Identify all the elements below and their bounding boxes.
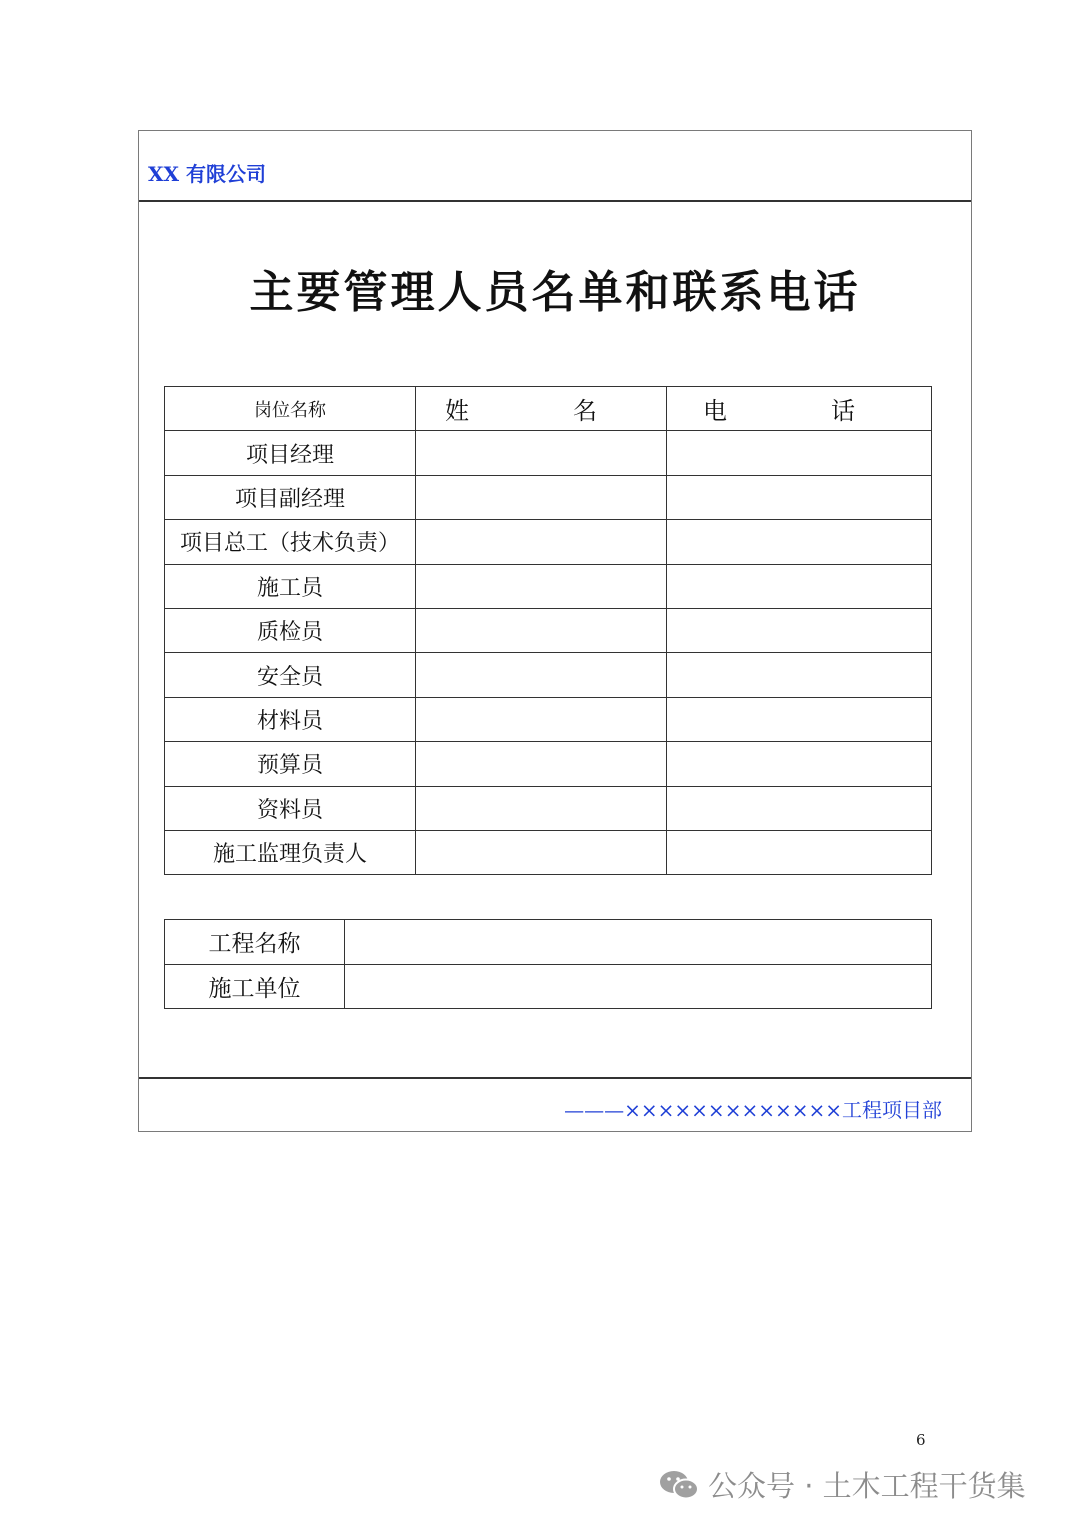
- position-cell: 资料员: [165, 786, 416, 830]
- column-header-name: 姓 名: [416, 387, 667, 431]
- project-value-cell[interactable]: [345, 920, 932, 965]
- table-row: [165, 431, 932, 475]
- table-row: [165, 520, 932, 564]
- phone-cell[interactable]: [667, 475, 932, 519]
- column-header-position: 岗位名称: [165, 387, 416, 431]
- name-cell[interactable]: [416, 608, 667, 652]
- staff-table-header: [165, 387, 932, 431]
- position-cell: 施工监理负责人: [165, 830, 416, 874]
- staff-table: [164, 386, 932, 875]
- table-row: [165, 830, 932, 874]
- header-divider: [139, 200, 971, 202]
- phone-cell[interactable]: [667, 742, 932, 786]
- table-row: [165, 786, 932, 830]
- position-cell: 材料员: [165, 697, 416, 741]
- watermark-text: 公众号 · 土木工程干货集: [708, 1469, 1026, 1503]
- name-cell[interactable]: [416, 697, 667, 741]
- position-cell: 项目经理: [165, 431, 416, 475]
- table-row: [165, 964, 932, 1009]
- table-row: [165, 742, 932, 786]
- phone-cell[interactable]: [667, 564, 932, 608]
- page-number: 6: [916, 1431, 926, 1449]
- name-cell[interactable]: [416, 653, 667, 697]
- project-label-cell: 工程名称: [165, 920, 345, 965]
- table-row: [165, 653, 932, 697]
- phone-cell[interactable]: [667, 431, 932, 475]
- watermark: [658, 1464, 1026, 1505]
- position-cell: 施工员: [165, 564, 416, 608]
- company-name: XX 有限公司: [148, 162, 266, 186]
- project-value-cell[interactable]: [345, 964, 932, 1009]
- table-row: [165, 564, 932, 608]
- name-cell[interactable]: [416, 786, 667, 830]
- position-cell: 质检员: [165, 608, 416, 652]
- footer-divider: [139, 1077, 971, 1079]
- position-cell: 项目副经理: [165, 475, 416, 519]
- table-row: [165, 920, 932, 965]
- name-cell[interactable]: [416, 564, 667, 608]
- column-header-phone: 电 话: [667, 387, 932, 431]
- phone-cell[interactable]: [667, 786, 932, 830]
- project-label-cell: 施工单位: [165, 964, 345, 1009]
- name-cell[interactable]: [416, 475, 667, 519]
- phone-cell[interactable]: [667, 830, 932, 874]
- name-cell[interactable]: [416, 520, 667, 564]
- phone-cell[interactable]: [667, 608, 932, 652]
- table-row: [165, 697, 932, 741]
- position-cell: 项目总工（技术负责）: [165, 520, 416, 564]
- project-department-signature: ———×××××××××××××工程项目部: [564, 1098, 942, 1122]
- table-row: [165, 608, 932, 652]
- name-cell[interactable]: [416, 742, 667, 786]
- name-cell[interactable]: [416, 830, 667, 874]
- position-cell: 预算员: [165, 742, 416, 786]
- phone-cell[interactable]: [667, 653, 932, 697]
- position-cell: 安全员: [165, 653, 416, 697]
- phone-cell[interactable]: [667, 697, 932, 741]
- project-info-table: [164, 919, 932, 1009]
- phone-cell[interactable]: [667, 520, 932, 564]
- wechat-icon: [658, 1468, 700, 1502]
- document-title: 主要管理人员名单和联系电话: [249, 267, 861, 318]
- table-row: [165, 475, 932, 519]
- name-cell[interactable]: [416, 431, 667, 475]
